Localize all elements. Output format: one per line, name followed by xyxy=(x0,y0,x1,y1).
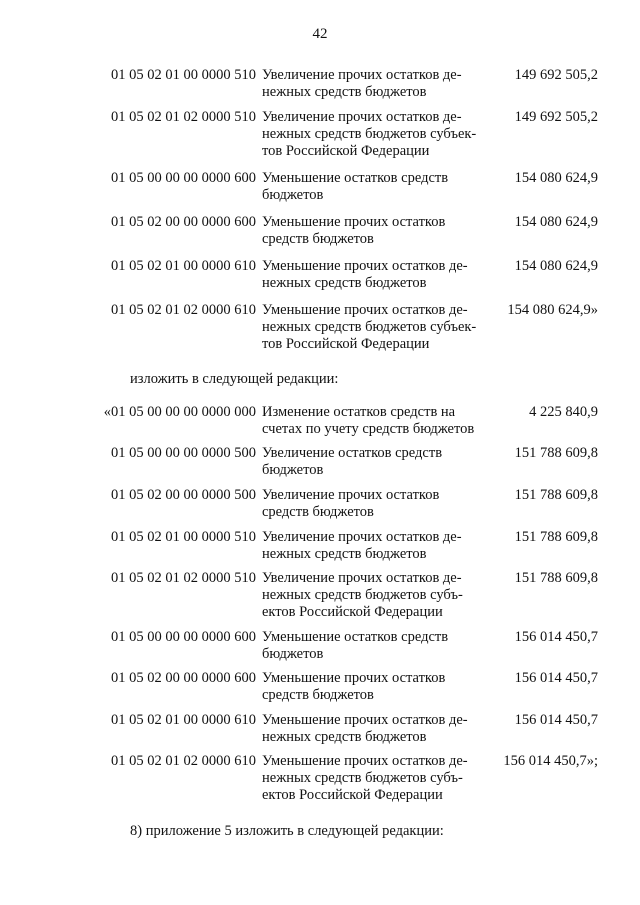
row-sum: 151 788 609,8 xyxy=(514,487,598,503)
row-name: Увеличение прочих остатков де- нежных средств бюджетов субъек- тов Российской Федерации xyxy=(262,109,477,159)
row-sum: 154 080 624,9» xyxy=(507,302,598,318)
budget-code: 01 05 02 01 02 0000 610 xyxy=(111,302,256,318)
paragraph-new-edition: изложить в следующей редакции: xyxy=(130,371,339,387)
table-row xyxy=(0,570,598,621)
table-row xyxy=(0,109,598,160)
budget-code: 01 05 00 00 00 0000 600 xyxy=(111,170,256,186)
budget-code: 01 05 02 00 00 0000 500 xyxy=(111,487,256,503)
row-sum: 156 014 450,7 xyxy=(514,670,598,686)
row-name: Уменьшение прочих остатков де- нежных средств бюджетов субъек- тов Российской Федерации xyxy=(262,302,477,352)
budget-code: 01 05 02 01 00 0000 610 xyxy=(111,712,256,728)
table-row xyxy=(0,214,598,248)
table-row xyxy=(0,258,598,292)
budget-code: 01 05 00 00 00 0000 500 xyxy=(111,445,256,461)
budget-code: 01 05 02 01 00 0000 610 xyxy=(111,258,256,274)
table-row xyxy=(0,302,598,353)
table-row xyxy=(0,629,598,663)
budget-code: 01 05 02 01 02 0000 510 xyxy=(111,109,256,125)
row-sum: 151 788 609,8 xyxy=(514,529,598,545)
row-sum: 154 080 624,9 xyxy=(514,214,598,230)
table-row xyxy=(0,404,598,438)
row-name: Изменение остатков средств на счетах по учету средств бюджетов xyxy=(262,404,475,437)
row-sum: 151 788 609,8 xyxy=(514,445,598,461)
row-name: Увеличение остатков средств бюджетов xyxy=(262,445,443,478)
budget-code: 01 05 02 01 00 0000 510 xyxy=(111,529,256,545)
budget-code: 01 05 02 00 00 0000 600 xyxy=(111,214,256,230)
row-name: Увеличение прочих остатков де- нежных средств бюджетов субъ- ектов Российской Федерации xyxy=(262,570,463,620)
row-name: Уменьшение остатков средств бюджетов xyxy=(262,170,449,203)
row-name: Увеличение прочих остатков средств бюджетов xyxy=(262,487,440,520)
row-name: Уменьшение прочих остатков де- нежных средств бюджетов xyxy=(262,258,468,291)
row-sum: 154 080 624,9 xyxy=(514,170,598,186)
row-name: Уменьшение прочих остатков де- нежных средств бюджетов субъ- ектов Российской Федерации xyxy=(262,753,468,803)
row-name: Уменьшение прочих остатков средств бюджетов xyxy=(262,214,446,247)
budget-code: 01 05 02 01 02 0000 610 xyxy=(111,753,256,769)
budget-code: «01 05 00 00 00 0000 000 xyxy=(103,404,256,420)
row-sum: 154 080 624,9 xyxy=(514,258,598,274)
paragraph-appendix-5: 8) приложение 5 изложить в следующей редакции: xyxy=(130,823,444,839)
row-sum: 156 014 450,7 xyxy=(514,629,598,645)
budget-code: 01 05 02 01 00 0000 510 xyxy=(111,67,256,83)
row-name: Уменьшение прочих остатков де- нежных средств бюджетов xyxy=(262,712,468,745)
table-row xyxy=(0,487,598,521)
row-name: Уменьшение остатков средств бюджетов xyxy=(262,629,449,662)
budget-code: 01 05 02 01 02 0000 510 xyxy=(111,570,256,586)
table-row xyxy=(0,170,598,204)
table-row xyxy=(0,753,598,804)
table-row xyxy=(0,670,598,704)
page-number: 42 xyxy=(312,26,328,42)
row-sum: 156 014 450,7»; xyxy=(503,753,598,769)
row-sum: 4 225 840,9 xyxy=(529,404,598,420)
table-row xyxy=(0,445,598,479)
table-row xyxy=(0,529,598,563)
row-name: Увеличение прочих остатков де- нежных средств бюджетов xyxy=(262,529,462,562)
row-sum: 156 014 450,7 xyxy=(514,712,598,728)
row-sum: 149 692 505,2 xyxy=(514,67,598,83)
budget-code: 01 05 00 00 00 0000 600 xyxy=(111,629,256,645)
row-sum: 149 692 505,2 xyxy=(514,109,598,125)
row-name: Уменьшение прочих остатков средств бюджетов xyxy=(262,670,446,703)
table-row xyxy=(0,712,598,746)
budget-code: 01 05 02 00 00 0000 600 xyxy=(111,670,256,686)
table-row xyxy=(0,67,598,101)
row-name: Увеличение прочих остатков де- нежных средств бюджетов xyxy=(262,67,462,100)
row-sum: 151 788 609,8 xyxy=(514,570,598,586)
